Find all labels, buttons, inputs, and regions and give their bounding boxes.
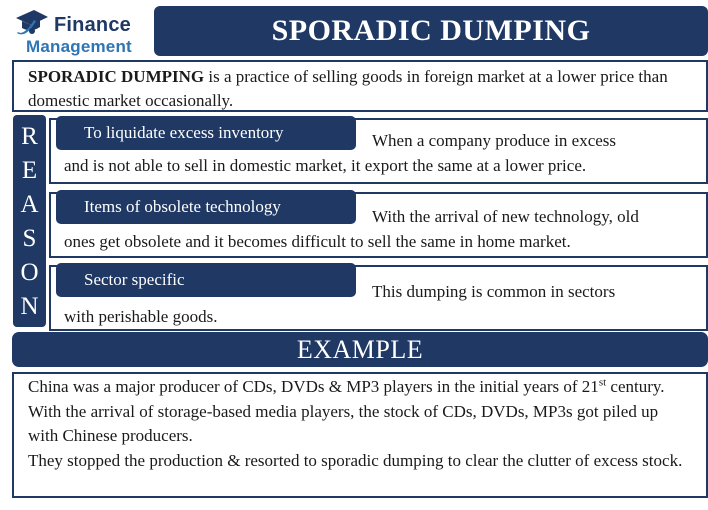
page-title: SPORADIC DUMPING (154, 6, 708, 56)
example-superscript: st (598, 376, 607, 389)
example-paragraph-2: They stopped the production & resorted to sporadic dumping to clear the clutter of excess stock. (28, 450, 683, 470)
reason-letter: A (20, 190, 39, 218)
reason-text-2a: With the arrival of new technology, old (372, 207, 639, 226)
definition-box (12, 60, 708, 112)
brand-management: Management (26, 37, 132, 56)
definition-text: is a practice of selling goods in foreign market at a lower price than domestic market occasionally. (28, 67, 668, 110)
reason-letter: E (21, 156, 38, 184)
reason-text-1a: When a company produce in excess (372, 131, 617, 150)
reason-heading-3: Sector specific (56, 263, 356, 297)
reason-text-3b: with perishable goods. (64, 307, 218, 326)
reason-letter: S (22, 224, 37, 252)
finance-management-logo (10, 6, 160, 56)
example-heading: EXAMPLE (12, 332, 708, 367)
definition-term: SPORADIC DUMPING (28, 67, 205, 86)
graduation-cap-icon (14, 8, 50, 36)
reason-text-3a: This dumping is common in sectors (372, 282, 616, 301)
example-text-1a: China was a major producer of CDs, DVDs & MP3 players in the initial years of 21 (28, 377, 599, 396)
reason-heading-1: To liquidate excess inventory (56, 116, 356, 150)
reason-letter: R (21, 122, 38, 150)
brand-finance: Finance (54, 14, 131, 36)
example-paragraph-1 (28, 375, 692, 449)
reason-text-1b: and is not able to sell in domestic market, it export the same at a lower price. (64, 156, 587, 175)
reason-letter: O (20, 258, 39, 286)
reason-text-2b: ones get obsolete and it becomes difficult to sell the same in home market. (64, 232, 571, 251)
reason-heading-2: Items of obsolete technology (56, 190, 356, 224)
reason-letter: N (20, 292, 39, 320)
example-box (12, 372, 708, 498)
example-text-1b: century. With the arrival of storage-based media players, the stock of CDs, DVDs, MP3s got piled up with Chinese producers. (28, 377, 665, 445)
reason-vertical-label (13, 115, 46, 327)
